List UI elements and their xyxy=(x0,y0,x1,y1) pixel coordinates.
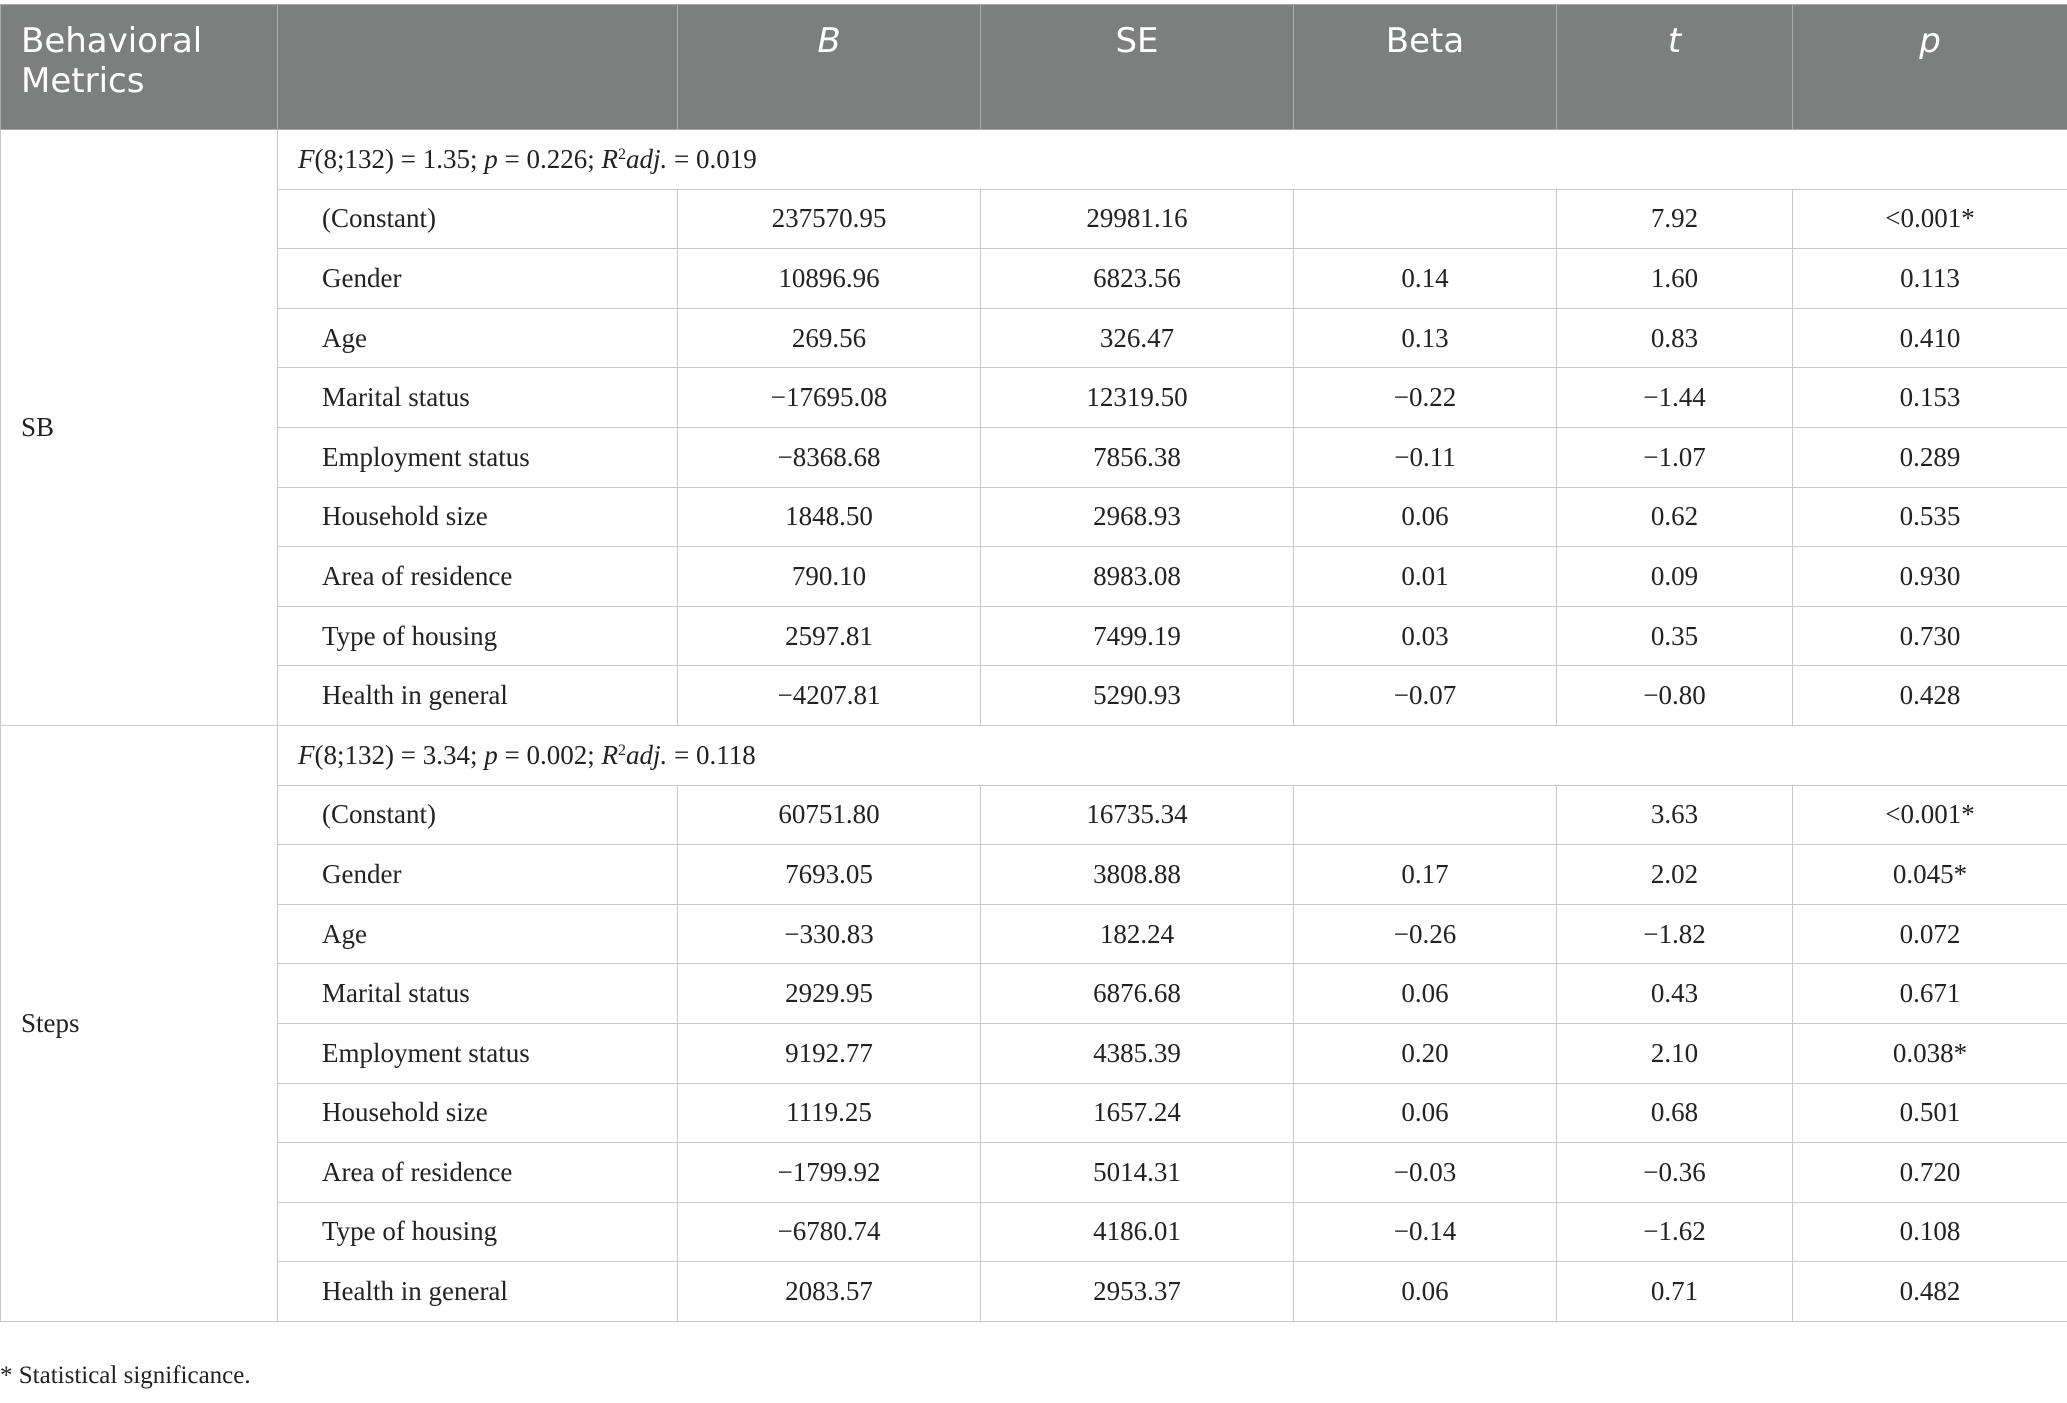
t-value: −1.62 xyxy=(1557,1202,1793,1262)
b-value: −8368.68 xyxy=(678,427,981,487)
t-value: 0.43 xyxy=(1557,964,1793,1024)
f-df: (8;132) = 1.35; xyxy=(314,143,485,174)
b-value: 9192.77 xyxy=(678,1023,981,1083)
predictor-name: Marital status xyxy=(278,368,678,428)
b-value: 1119.25 xyxy=(678,1083,981,1143)
b-value: −6780.74 xyxy=(678,1202,981,1262)
table-row xyxy=(1,666,2067,726)
table-row xyxy=(1,1262,2067,1322)
r-label: R xyxy=(601,143,618,174)
table-row xyxy=(1,1202,2067,1262)
predictor-name: Health in general xyxy=(278,666,678,726)
predictor-name: Health in general xyxy=(278,1262,678,1322)
se-value: 4385.39 xyxy=(981,1023,1294,1083)
b-value: 2929.95 xyxy=(678,964,981,1024)
table-body xyxy=(1,130,2067,1322)
b-value: 10896.96 xyxy=(678,249,981,309)
adj-label: adj. xyxy=(625,143,668,174)
r-superscript: 2 xyxy=(617,145,626,163)
p-value-cell: 0.072 xyxy=(1793,904,2067,964)
p-value-cell: 0.501 xyxy=(1793,1083,2067,1143)
beta-value xyxy=(1294,189,1557,249)
p-label: p xyxy=(484,143,498,174)
b-value: 2597.81 xyxy=(678,606,981,666)
table-row xyxy=(1,785,2067,845)
model-fit-stats xyxy=(278,130,2067,190)
predictor-name: (Constant) xyxy=(278,785,678,845)
regression-table xyxy=(0,4,2067,1322)
b-value: 60751.80 xyxy=(678,785,981,845)
se-value: 326.47 xyxy=(981,308,1294,368)
predictor-name: (Constant) xyxy=(278,189,678,249)
f-df: (8;132) = 3.34; xyxy=(314,739,485,770)
beta-value: 0.20 xyxy=(1294,1023,1557,1083)
p-value-cell: <0.001* xyxy=(1793,785,2067,845)
r-label: R xyxy=(601,739,618,770)
se-value: 7856.38 xyxy=(981,427,1294,487)
model-stats-row xyxy=(1,130,2067,190)
p-value-cell: 0.730 xyxy=(1793,606,2067,666)
beta-value: −0.07 xyxy=(1294,666,1557,726)
table-row xyxy=(1,368,2067,428)
p-value-cell: 0.045* xyxy=(1793,845,2067,905)
se-value: 7499.19 xyxy=(981,606,1294,666)
predictor-name: Area of residence xyxy=(278,1143,678,1203)
beta-value: −0.03 xyxy=(1294,1143,1557,1203)
t-value: 7.92 xyxy=(1557,189,1793,249)
se-value: 5290.93 xyxy=(981,666,1294,726)
se-value: 2953.37 xyxy=(981,1262,1294,1322)
beta-value: 0.17 xyxy=(1294,845,1557,905)
t-value: −1.82 xyxy=(1557,904,1793,964)
model-stats-row xyxy=(1,725,2067,785)
p-value-cell: 0.930 xyxy=(1793,547,2067,607)
p-label: p xyxy=(484,739,498,770)
predictor-name: Area of residence xyxy=(278,547,678,607)
se-value: 16735.34 xyxy=(981,785,1294,845)
beta-value: 0.03 xyxy=(1294,606,1557,666)
header-predictor xyxy=(278,5,678,130)
table-row xyxy=(1,487,2067,547)
b-value: −330.83 xyxy=(678,904,981,964)
t-value: 0.68 xyxy=(1557,1083,1793,1143)
t-value: 0.35 xyxy=(1557,606,1793,666)
p-value-cell: 0.482 xyxy=(1793,1262,2067,1322)
table-row xyxy=(1,904,2067,964)
table-row xyxy=(1,1083,2067,1143)
p-value-cell: 0.153 xyxy=(1793,368,2067,428)
beta-value xyxy=(1294,785,1557,845)
se-value: 8983.08 xyxy=(981,547,1294,607)
table-row xyxy=(1,1143,2067,1203)
p-value: = 0.002; xyxy=(497,739,602,770)
header-se: SE xyxy=(981,5,1294,130)
predictor-name: Type of housing xyxy=(278,1202,678,1262)
b-value: −17695.08 xyxy=(678,368,981,428)
beta-value: 0.14 xyxy=(1294,249,1557,309)
table-row xyxy=(1,189,2067,249)
model-fit-stats xyxy=(278,725,2067,785)
t-value: 0.09 xyxy=(1557,547,1793,607)
beta-value: 0.01 xyxy=(1294,547,1557,607)
table-row xyxy=(1,606,2067,666)
beta-value: −0.14 xyxy=(1294,1202,1557,1262)
b-value: 269.56 xyxy=(678,308,981,368)
b-value: −4207.81 xyxy=(678,666,981,726)
beta-value: 0.13 xyxy=(1294,308,1557,368)
table-row xyxy=(1,964,2067,1024)
header-beta: Beta xyxy=(1294,5,1557,130)
t-value: 2.10 xyxy=(1557,1023,1793,1083)
p-value-cell: 0.113 xyxy=(1793,249,2067,309)
se-value: 182.24 xyxy=(981,904,1294,964)
f-label: F xyxy=(298,739,315,770)
se-value: 4186.01 xyxy=(981,1202,1294,1262)
b-value: 237570.95 xyxy=(678,189,981,249)
table-row xyxy=(1,547,2067,607)
se-value: 6876.68 xyxy=(981,964,1294,1024)
p-value-cell: <0.001* xyxy=(1793,189,2067,249)
header-b: B xyxy=(678,5,981,130)
predictor-name: Household size xyxy=(278,1083,678,1143)
t-value: 0.71 xyxy=(1557,1262,1793,1322)
p-value-cell: 0.535 xyxy=(1793,487,2067,547)
beta-value: −0.26 xyxy=(1294,904,1557,964)
t-value: 1.60 xyxy=(1557,249,1793,309)
predictor-name: Gender xyxy=(278,845,678,905)
b-value: −1799.92 xyxy=(678,1143,981,1203)
header-behavioral-metrics: Behavioral Metrics xyxy=(1,5,278,130)
predictor-name: Employment status xyxy=(278,427,678,487)
t-value: −1.44 xyxy=(1557,368,1793,428)
predictor-name: Age xyxy=(278,308,678,368)
se-value: 2968.93 xyxy=(981,487,1294,547)
b-value: 7693.05 xyxy=(678,845,981,905)
b-value: 2083.57 xyxy=(678,1262,981,1322)
se-value: 3808.88 xyxy=(981,845,1294,905)
table-row xyxy=(1,845,2067,905)
predictor-name: Household size xyxy=(278,487,678,547)
t-value: 2.02 xyxy=(1557,845,1793,905)
table-row xyxy=(1,427,2067,487)
t-value: −0.36 xyxy=(1557,1143,1793,1203)
p-value-cell: 0.289 xyxy=(1793,427,2067,487)
footnote: * Statistical significance. xyxy=(0,1362,251,1389)
p-value-cell: 0.428 xyxy=(1793,666,2067,726)
t-value: −1.07 xyxy=(1557,427,1793,487)
t-value: 3.63 xyxy=(1557,785,1793,845)
t-value: 0.83 xyxy=(1557,308,1793,368)
beta-value: 0.06 xyxy=(1294,1083,1557,1143)
header-row xyxy=(1,5,2067,130)
beta-value: −0.11 xyxy=(1294,427,1557,487)
se-value: 6823.56 xyxy=(981,249,1294,309)
beta-value: −0.22 xyxy=(1294,368,1557,428)
se-value: 29981.16 xyxy=(981,189,1294,249)
se-value: 5014.31 xyxy=(981,1143,1294,1203)
header-p: p xyxy=(1793,5,2067,130)
predictor-name: Employment status xyxy=(278,1023,678,1083)
beta-value: 0.06 xyxy=(1294,964,1557,1024)
r-superscript: 2 xyxy=(617,741,626,759)
p-value-cell: 0.671 xyxy=(1793,964,2067,1024)
predictor-name: Marital status xyxy=(278,964,678,1024)
t-value: 0.62 xyxy=(1557,487,1793,547)
p-value-cell: 0.720 xyxy=(1793,1143,2067,1203)
p-value-cell: 0.410 xyxy=(1793,308,2067,368)
se-value: 1657.24 xyxy=(981,1083,1294,1143)
adj-label: adj. xyxy=(625,739,668,770)
b-value: 1848.50 xyxy=(678,487,981,547)
f-label: F xyxy=(298,143,315,174)
predictor-name: Gender xyxy=(278,249,678,309)
header-t: t xyxy=(1557,5,1793,130)
p-value-cell: 0.038* xyxy=(1793,1023,2067,1083)
predictor-name: Age xyxy=(278,904,678,964)
beta-value: 0.06 xyxy=(1294,487,1557,547)
predictor-name: Type of housing xyxy=(278,606,678,666)
table-row xyxy=(1,308,2067,368)
group-label: Steps xyxy=(1,725,278,1321)
b-value: 790.10 xyxy=(678,547,981,607)
beta-value: 0.06 xyxy=(1294,1262,1557,1322)
r-value: = 0.019 xyxy=(667,143,757,174)
r-value: = 0.118 xyxy=(667,739,756,770)
table-row xyxy=(1,1023,2067,1083)
t-value: −0.80 xyxy=(1557,666,1793,726)
se-value: 12319.50 xyxy=(981,368,1294,428)
p-value: = 0.226; xyxy=(497,143,602,174)
p-value-cell: 0.108 xyxy=(1793,1202,2067,1262)
group-label: SB xyxy=(1,130,278,726)
table-row xyxy=(1,249,2067,309)
